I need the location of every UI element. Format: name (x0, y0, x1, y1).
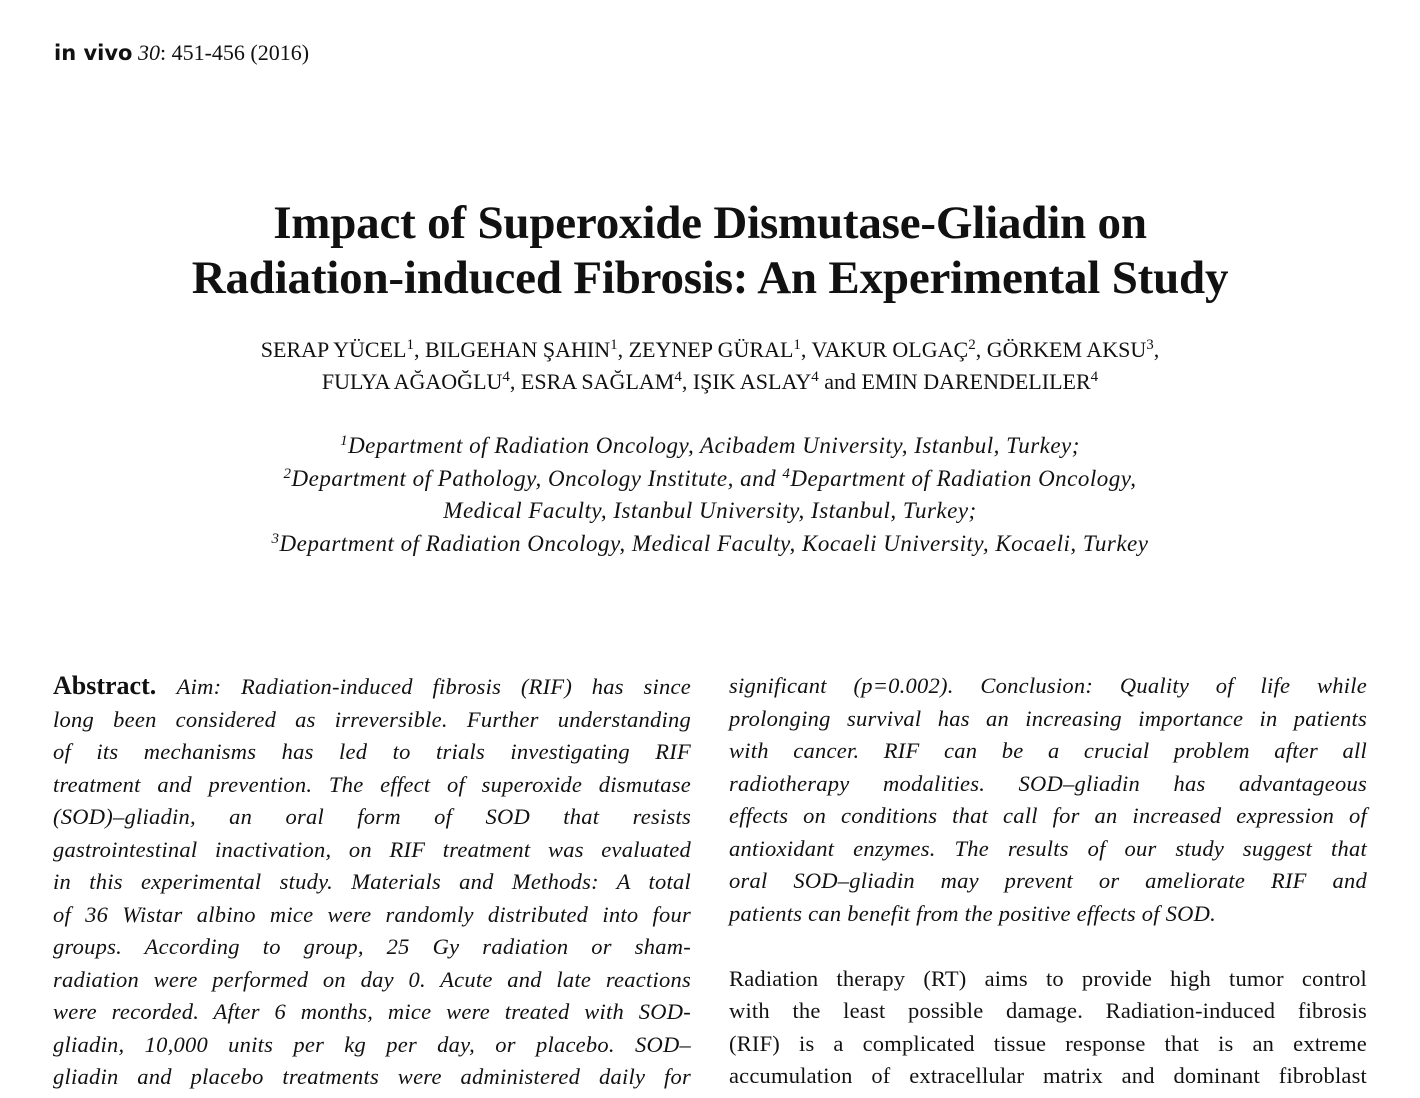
author-name: IŞIK ASLAY (692, 369, 812, 394)
left-column (53, 670, 691, 1094)
text-line: (SOD)–gliadin, an oral form of SOD that resists (53, 804, 691, 829)
text-line: in this experimental study. Materials and Methods: A total (53, 869, 691, 894)
affiliation-3 (0, 528, 1420, 561)
author-name: BILGEHAN ŞAHIN (424, 337, 611, 362)
author-name: VAKUR OLGAÇ (811, 337, 969, 362)
author-line-2 (0, 366, 1420, 398)
author-affiliation-number: 4 (1090, 369, 1099, 385)
text-line: Radiation therapy (RT) aims to provide high tumor control (729, 965, 1367, 991)
introduction-text (729, 963, 1367, 1093)
title-line-1: Impact of Superoxide Dismutase-Gliadin on (273, 197, 1147, 249)
affiliation-number: 2 (283, 465, 292, 482)
author-separator: and (818, 369, 862, 394)
author-affiliation-number: 4 (674, 369, 682, 385)
text-line: treatment and prevention. The effect of superoxide dismutase (53, 771, 691, 797)
abstract-label: Abstract. (53, 671, 177, 700)
text-line: patients can benefit from the positive effects of SOD. (729, 900, 1216, 926)
text-line: oral SOD–gliadin may prevent or ameliorate RIF and (729, 868, 1367, 893)
affiliation-list (0, 430, 1420, 560)
affiliation-number: 1 (340, 433, 349, 449)
affiliation-text: Department of Radiation Oncology, Medical Faculty, Kocaeli University, Kocaeli, Turkey (279, 530, 1149, 556)
text-line: radiation were performed on day 0. Acute and late reactions (53, 966, 691, 992)
author-name: GÖRKEM AKSU (986, 337, 1147, 362)
author-affiliation-number: 1 (406, 337, 414, 353)
author-separator: , (1153, 337, 1160, 362)
text-line: Abstract. Aim: Radiation-induced fibrosis (RIF) has since (53, 671, 691, 700)
author-separator: , (800, 337, 812, 362)
author-affiliation-number: 4 (502, 369, 510, 385)
author-list (0, 334, 1420, 398)
journal-volume: 30 (137, 40, 160, 65)
author-affiliation-number: 2 (968, 337, 976, 353)
author-separator: , (413, 337, 425, 362)
author-affiliation-number: 4 (811, 369, 819, 385)
author-name: ZEYNEP GÜRAL (628, 337, 794, 362)
author-name: SERAP YÜCEL (260, 337, 407, 362)
author-name: FULYA AĞAOĞLU (321, 369, 503, 394)
text-line: effects on conditions that call for an increased expression of (729, 803, 1367, 828)
right-column (729, 670, 1367, 1093)
article-title (0, 196, 1420, 306)
affiliation-number: 4 (782, 465, 791, 482)
affiliation-text: Department of Pathology, Oncology Institute, and (291, 465, 783, 491)
text-line: groups. According to group, 25 Gy radiation or sham- (53, 934, 691, 959)
text-line: gliadin, 10,000 units per kg per day, or placebo. SOD– (53, 1031, 691, 1057)
author-name: ESRA SAĞLAM (520, 369, 675, 394)
author-name: EMIN DARENDELILER (861, 369, 1091, 394)
journal-name: in vivo (54, 41, 133, 65)
affiliation-number: 3 (271, 530, 280, 547)
text-line: gastrointestinal inactivation, on RIF treatment was evaluated (53, 836, 691, 862)
text-line: accumulation of extracellular matrix and dominant fibroblast (729, 1063, 1367, 1088)
affiliation-1 (0, 430, 1420, 463)
text-line: prolonging survival has an increasing importance in patients (729, 705, 1367, 731)
author-separator: , (681, 369, 693, 394)
text-line: were recorded. After 6 months, mice were treated with SOD- (53, 999, 691, 1024)
text-line: radiotherapy modalities. SOD–gliadin has advantageous (729, 770, 1367, 796)
text-line: with the least possible damage. Radiation-induced fibrosis (729, 998, 1367, 1023)
journal-pages-year: : 451-456 (2016) (159, 40, 310, 65)
affiliation-text: Department of Radiation Oncology, Acibadem University, Istanbul, Turkey; (348, 433, 1080, 458)
author-affiliation-number: 1 (793, 337, 801, 353)
author-affiliation-number: 1 (610, 337, 618, 353)
text-line: long been considered as irreversible. Further understanding (53, 706, 691, 732)
text-line: antioxidant enzymes. The results of our study suggest that (729, 835, 1367, 861)
text-line: with cancer. RIF can be a crucial problem after all (729, 738, 1367, 763)
abstract-right (729, 670, 1367, 930)
running-head (54, 40, 309, 66)
author-separator: , (975, 337, 987, 362)
affiliation-2-4 (0, 463, 1420, 496)
author-separator: , (617, 337, 629, 362)
text-line: of its mechanisms has led to trials investigating RIF (53, 739, 691, 764)
author-separator: , (509, 369, 521, 394)
text-line: significant (p=0.002). Conclusion: Quality of life while (729, 673, 1367, 698)
text-line: (RIF) is a complicated tissue response that is an extreme (729, 1030, 1367, 1056)
title-line-2: Radiation-induced Fibrosis: An Experimental Study (191, 252, 1229, 304)
affiliation-text: Department of Radiation Oncology, (790, 465, 1137, 491)
author-affiliation-number: 3 (1146, 337, 1154, 353)
author-line-1 (0, 334, 1420, 366)
abstract-left (53, 670, 691, 1094)
affiliation-4-continued: Medical Faculty, Istanbul University, Istanbul, Turkey; (443, 498, 977, 523)
text-line: gliadin and placebo treatments were administered daily for (53, 1064, 691, 1089)
text-line: of 36 Wistar albino mice were randomly distributed into four (53, 901, 691, 927)
